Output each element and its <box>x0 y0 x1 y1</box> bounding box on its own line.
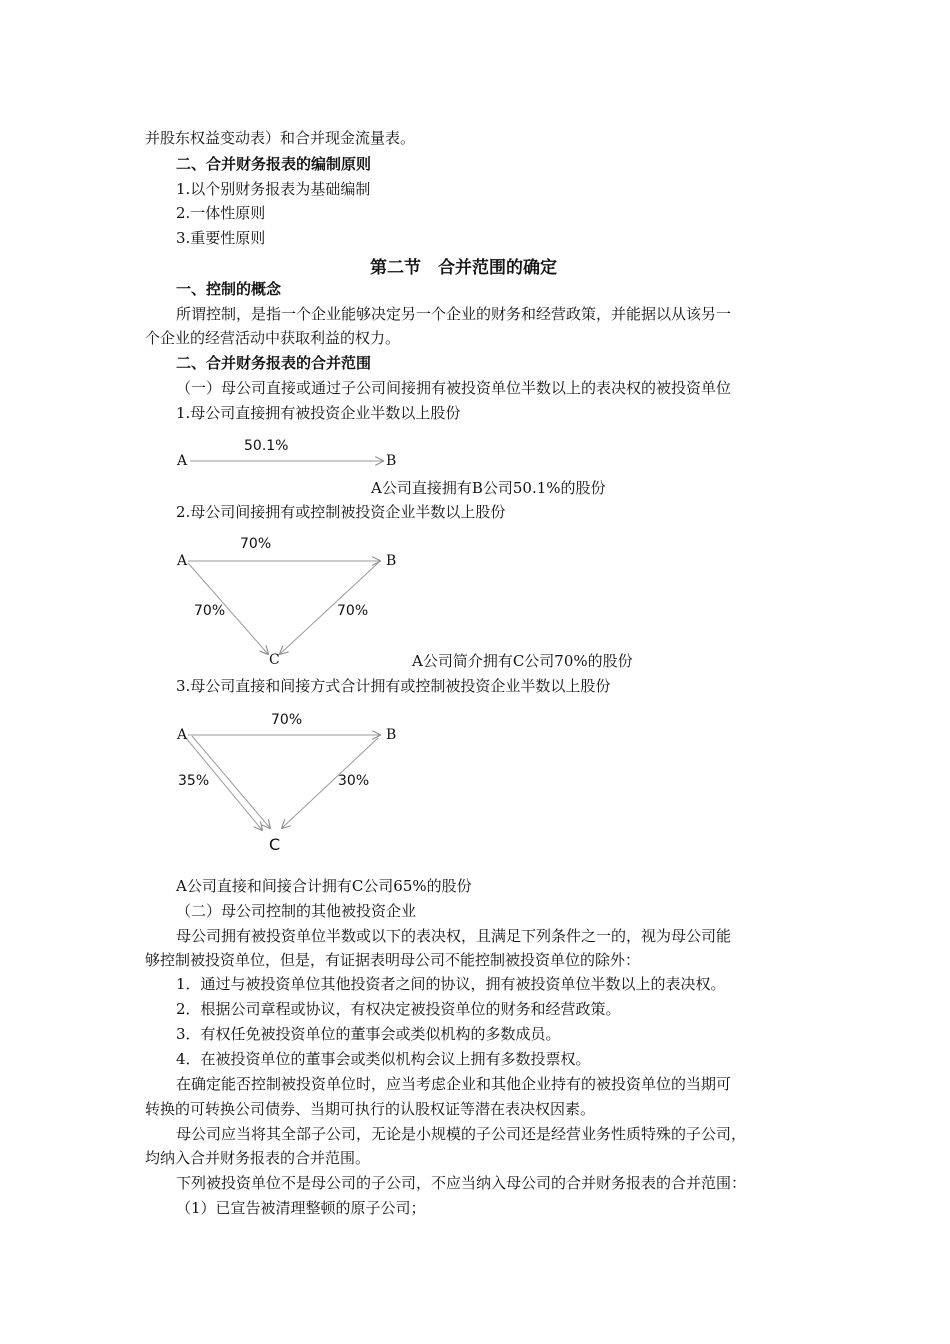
node-a: A <box>177 727 188 743</box>
principle-item: 1.以个别财务报表为基础编制 <box>176 180 371 198</box>
paragraph: 所谓控制，是指一个企业能够决定另一个企业的财务和经营政策，并能据以从该另一 <box>176 305 732 323</box>
paragraph: 个企业的经营活动中获取利益的权力。 <box>145 329 401 347</box>
case-title: 2.母公司间接拥有或控制被投资企业半数以上股份 <box>176 503 506 521</box>
case-title: 1.母公司直接拥有被投资企业半数以上股份 <box>176 404 461 422</box>
percent-a-c: 70% <box>194 603 226 619</box>
node-c: C <box>269 652 280 668</box>
exclusion-item: （1）已宣告被清理整顿的原子公司； <box>176 1199 426 1217</box>
paragraph: 下列被投资单位不是母公司的子公司，不应当纳入母公司的合并财务报表的合并范围： <box>176 1174 747 1192</box>
heading-principles: 二、合并财务报表的编制原则 <box>176 155 372 173</box>
node-c: C <box>269 835 281 854</box>
diagram-caption: A公司直接拥有B公司50.1%的股份 <box>371 479 606 497</box>
heading-scope: 二、合并财务报表的合并范围 <box>176 354 372 372</box>
case-title: 3.母公司直接和间接方式合计拥有或控制被投资企业半数以上股份 <box>176 677 611 695</box>
subheading: （二）母公司控制的其他被投资企业 <box>176 902 417 920</box>
node-b: B <box>386 727 397 743</box>
percent-a-b: 70% <box>240 536 272 552</box>
percent-b-c: 70% <box>337 603 369 619</box>
percent-a-b: 50.1% <box>244 438 289 454</box>
condition-item: 1．通过与被投资单位其他投资者之间的协议，拥有被投资单位半数以上的表决权。 <box>176 975 726 993</box>
section-title: 第二节 合并范围的确定 <box>370 258 557 278</box>
paragraph: 母公司拥有被投资单位半数或以下的表决权，且满足下列条件之一的，视为母公司能 <box>176 927 732 945</box>
condition-item: 2．根据公司章程或协议，有权决定被投资单位的财务和经营政策。 <box>176 1000 621 1018</box>
subheading: （一）母公司直接或通过子公司间接拥有被投资单位半数以上的表决权的被投资单位 <box>176 379 732 397</box>
paragraph: 并股东权益变动表）和合并现金流量表。 <box>145 129 416 147</box>
principle-item: 2.一体性原则 <box>176 204 266 222</box>
principle-item: 3.重要性原则 <box>176 229 266 247</box>
paragraph: 够控制被投资单位，但是，有证据表明母公司不能控制被投资单位的除外： <box>145 951 641 969</box>
percent-a-c: 35% <box>178 773 210 789</box>
percent-a-b: 70% <box>271 712 303 728</box>
node-a: A <box>177 553 188 569</box>
paragraph: 均纳入合并财务报表的合并范围。 <box>145 1149 371 1167</box>
diagram-caption: A公司直接和间接合计拥有C公司65%的股份 <box>176 877 472 895</box>
node-a: A <box>177 453 188 469</box>
node-b: B <box>386 553 397 569</box>
paragraph: 母公司应当将其全部子公司，无论是小规模的子公司还是经营业务性质特殊的子公司， <box>176 1125 747 1143</box>
percent-b-c: 30% <box>338 773 370 789</box>
paragraph: 转换的可转换公司债券、当期可执行的认股权证等潜在表决权因素。 <box>145 1100 596 1118</box>
node-b: B <box>386 453 397 469</box>
condition-item: 3．有权任免被投资单位的董事会或类似机构的多数成员。 <box>176 1025 561 1043</box>
condition-item: 4．在被投资单位的董事会或类似机构会议上拥有多数投票权。 <box>176 1050 591 1068</box>
paragraph: 在确定能否控制被投资单位时，应当考虑企业和其他企业持有的被投资单位的当期可 <box>176 1075 732 1093</box>
diagram-caption: A公司简介拥有C公司70%的股份 <box>412 652 633 670</box>
heading-control: 一、控制的概念 <box>176 280 282 298</box>
